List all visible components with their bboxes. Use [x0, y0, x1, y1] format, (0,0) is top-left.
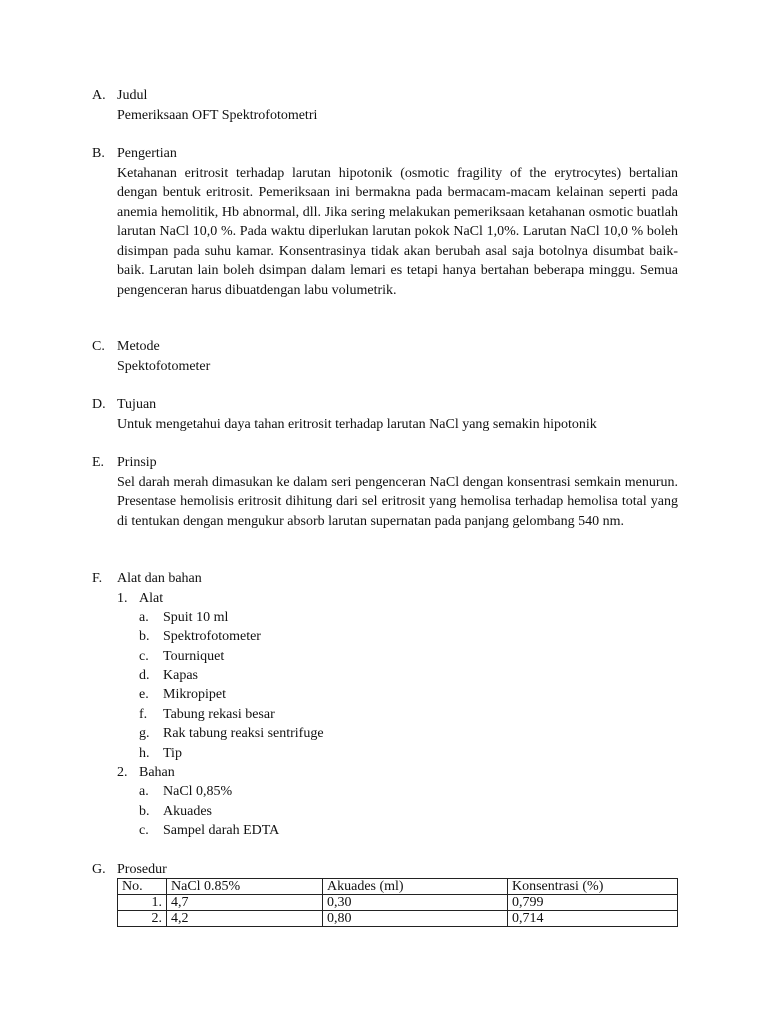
list-item: [139, 802, 678, 821]
list-item: [139, 724, 678, 743]
header-konsentrasi: Konsentrasi (%): [508, 879, 678, 895]
list-item-letter: g.: [139, 726, 150, 742]
section-metode: [92, 337, 678, 376]
list-item-letter: b.: [139, 629, 150, 645]
section-title: Pengertian: [117, 146, 177, 161]
list-title: Alat: [139, 590, 164, 606]
list-item-letter: d.: [139, 668, 150, 684]
list-item-text: Tourniquet: [163, 648, 225, 664]
table-cell: 0,30: [323, 895, 508, 911]
list-item-text: Rak tabung reaksi sentrifuge: [163, 726, 324, 742]
section-title: Metode: [117, 339, 160, 354]
list-item-letter: c.: [139, 823, 149, 839]
list-item: [139, 647, 678, 666]
section-letter: G.: [92, 862, 106, 877]
list-item: [139, 782, 678, 801]
list-item-letter: e.: [139, 687, 149, 703]
section-letter: A.: [92, 88, 106, 103]
section-letter: F.: [92, 571, 103, 586]
table-cell: 0,80: [323, 911, 508, 927]
list-item-letter: h.: [139, 745, 150, 761]
section-body: Ketahanan eritrosit terhadap larutan hipotonik (osmotic fragility of the erytrocytes) bertalian dengan bentuk eritrosit. Pemeriksaan ini bermakna pada bermacam-macam kelainan seperti pada anemia hemolitik, Hb abnormal, dll. Jika sering melakukan pemeriksaan ketahanan osmotic buatlah larutan NaCl 10,0 %. Pada waktu diperlukan larutan pokok NaCl 1,0%. Larutan NaCl 10,0 % boleh disimpan pada suhu kamar. Konsentrasinya tidak akan berubah asal saja botolnya disumbat baik-baik. Larutan lain boleh dsimpan dalam lemari es tetapi hanya bertahan beberapa minggu. Semua pengenceran harus dibuatdengan labu volumetrik.: [117, 165, 678, 298]
list-item-text: Kapas: [163, 668, 198, 684]
table-cell: 0,714: [508, 911, 678, 927]
list-item-text: Spuit 10 ml: [163, 609, 229, 625]
list-item-text: Mikropipet: [163, 687, 226, 703]
list-item-text: Akuades: [163, 803, 212, 819]
list-item-letter: f.: [139, 706, 148, 722]
list-item: [139, 705, 678, 724]
section-letter: C.: [92, 339, 105, 354]
list-item-text: NaCl 0,85%: [163, 784, 233, 800]
section-letter: B.: [92, 146, 105, 161]
header-nacl: NaCl 0.85%: [167, 879, 323, 895]
section-prosedur: [92, 860, 678, 880]
table-cell: 2.: [118, 911, 167, 927]
section-alat-bahan: [92, 569, 678, 841]
list-item-letter: a.: [139, 609, 149, 625]
list-item: [139, 608, 678, 627]
section-body: Spektofotometer: [117, 358, 211, 374]
list-number: 1.: [117, 590, 128, 606]
section-body: Pemeriksaan OFT Spektrofotometri: [117, 107, 318, 123]
bahan-items: [139, 782, 678, 840]
list-item-text: Spektrofotometer: [163, 629, 261, 645]
list-item: [139, 821, 678, 840]
list-number: 2.: [117, 765, 128, 781]
section-pengertian: [92, 144, 678, 300]
section-body: Sel darah merah dimasukan ke dalam seri pengenceran NaCl dengan konsentrasi semkain menurun. Presentase hemolisis eritrosit dihitung dari sel eritrosit yang hemolisa terhadap hemolisa total yang di tentukan dengan mengukur absorb larutan supernatan pada panjang gelombang 540 nm.: [117, 474, 678, 529]
table-row: [118, 895, 678, 911]
list-item-letter: c.: [139, 648, 149, 664]
list-item: [139, 744, 678, 763]
section-tujuan: [92, 395, 678, 434]
table-cell: 1.: [118, 895, 167, 911]
table-cell: 4,7: [167, 895, 323, 911]
prosedur-table: [117, 878, 678, 927]
list-item: [139, 666, 678, 685]
header-no: No.: [118, 879, 167, 895]
section-judul: [92, 86, 678, 125]
list-item: [139, 627, 678, 646]
list-item-letter: b.: [139, 803, 150, 819]
table-cell: 4,2: [167, 911, 323, 927]
list-title: Bahan: [139, 765, 175, 781]
section-title: Prosedur: [117, 862, 167, 877]
alat-items: [139, 608, 678, 763]
alat-list: [117, 589, 678, 841]
table-row: [118, 911, 678, 927]
section-title: Alat dan bahan: [117, 571, 202, 586]
section-title: Prinsip: [117, 455, 157, 470]
list-item-text: Sampel darah EDTA: [163, 823, 280, 839]
list-item-text: Tip: [163, 745, 182, 761]
header-akuades: Akuades (ml): [323, 879, 508, 895]
list-item: [139, 685, 678, 704]
table-header-row: [118, 879, 678, 895]
table-cell: 0,799: [508, 895, 678, 911]
section-title: Tujuan: [117, 397, 157, 412]
section-body: Untuk mengetahui daya tahan eritrosit terhadap larutan NaCl yang semakin hipotonik: [117, 416, 597, 432]
list-item-letter: a.: [139, 784, 149, 800]
list-item-text: Tabung rekasi besar: [163, 706, 275, 722]
section-title: Judul: [117, 88, 148, 103]
section-prinsip: [92, 453, 678, 531]
section-letter: E.: [92, 455, 105, 470]
section-letter: D.: [92, 397, 106, 412]
